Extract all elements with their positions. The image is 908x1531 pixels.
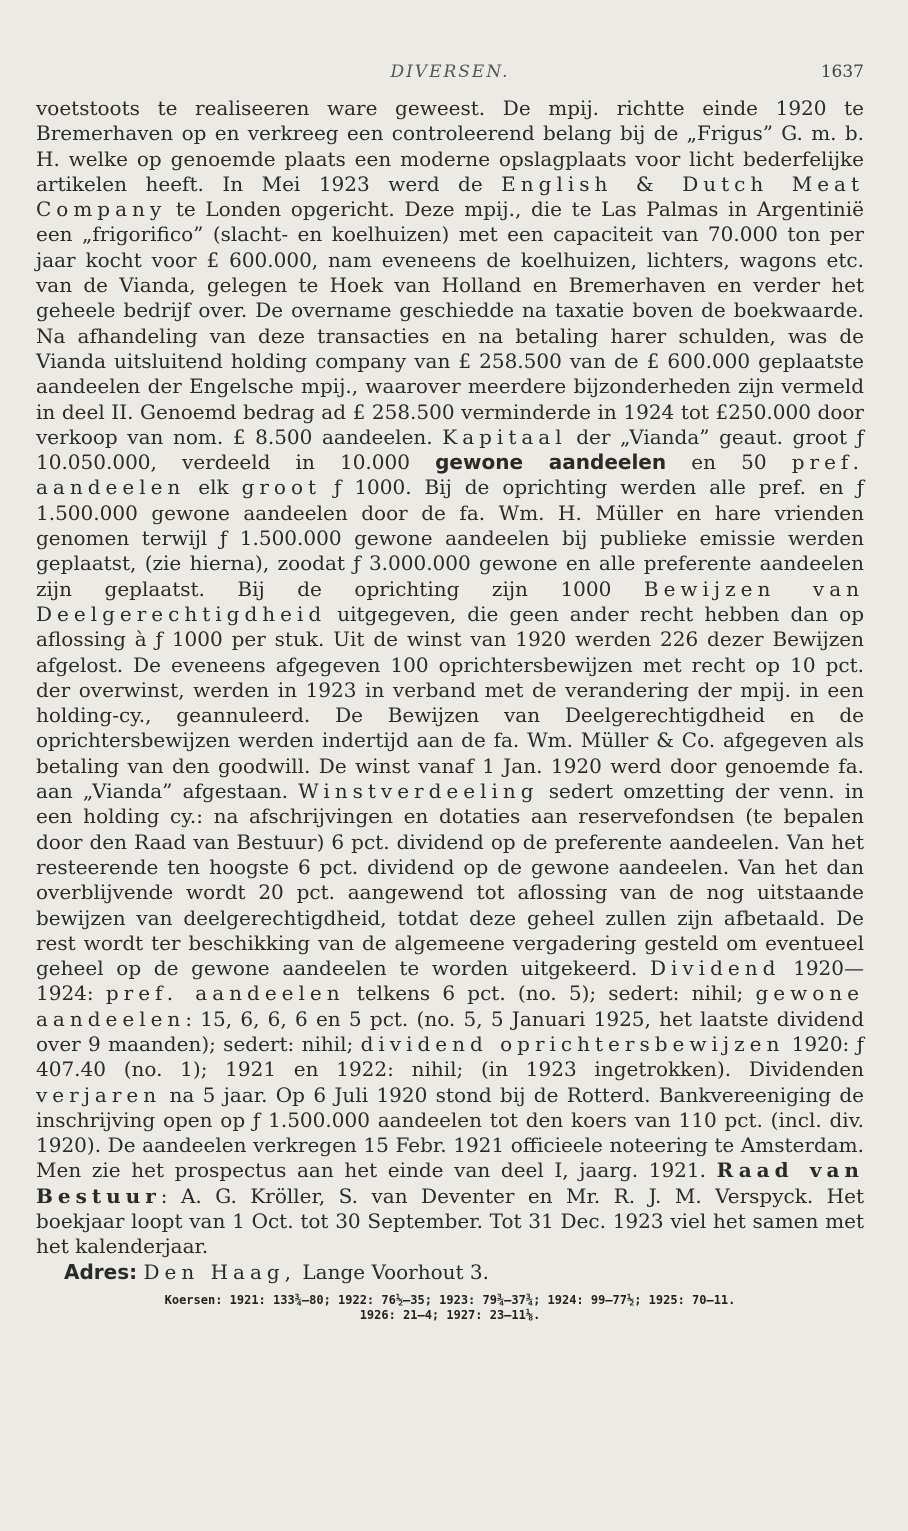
text-run: en 50 bbox=[666, 450, 792, 475]
section-label-winstverdeeling: Winstverdeeling bbox=[298, 779, 539, 804]
address-street: Lange Voorhout 3. bbox=[296, 1259, 490, 1284]
section-label-raad-van-bestuur: Raad van Bestuur bbox=[36, 1158, 864, 1208]
gewone-aandeelen-emphasis: gewone aandeelen bbox=[435, 450, 667, 475]
text-run: 1920—1924: bbox=[36, 956, 864, 1006]
text-run: elk bbox=[185, 475, 242, 500]
text-run: voetstoots te realiseeren ware geweest. De mpij. richtte einde 1920 te Bremerhaven op en verkreeg een controleerend belang bij de „Frigus” G. m. b. H. welke op genoemde plaats een moderne opslagplaats voor licht bederfelijke artikelen heeft. In Mei 1923 werd de bbox=[36, 96, 864, 196]
text-run: ƒ 1000. Bij de oprichting werden alle pref. en ƒ 1.500.000 gewone aandeelen door de fa. Wm. H. Müller en hare vrienden genomen terwijl ƒ 1.500.000 gewone aandeelen bij publieke emissie werden geplaatst, (zie hierna), zoodat ƒ 3.000.000 gewone en alle preferente aandeelen zijn geplaatst. Bij de oprichting zijn 1000 bbox=[36, 475, 864, 601]
stock-quotes bbox=[36, 1293, 864, 1323]
dividend-oprichtersbewijzen-emphasis: dividend oprichtersbewijzen bbox=[360, 1031, 785, 1056]
bewijzen-deelgerechtigdheid-emphasis: Bewijzen van Deelgerechtigdheid bbox=[36, 576, 864, 626]
verjaren-emphasis: verjaren bbox=[36, 1082, 162, 1107]
address-city: Den Haag, bbox=[143, 1259, 297, 1284]
text-run: : 15, 6, 6, 6 en 5 pct. (no. 5, 5 Januari 1925, het laatste dividend over 9 maanden); sedert: nihil; bbox=[36, 1006, 864, 1056]
section-label-dividend: Dividend bbox=[649, 956, 781, 981]
text-run: sedert omzetting der venn. in een holding cy.: na afschrijvingen en dotaties aan reservefondsen (te bepalen door den Raad van Bestuur) 6 pct. dividend op de preferente aandeelen. Van het resteerende ten hoogste 6 pct. dividend op de gewone aandeelen. Van het dan overblijvende wordt 20 pct. aangewend tot aflossing van de nog uitstaande bewijzen van deelgerechtigdheid, totdat deze geheel zullen zijn afbetaald. De rest wordt ter beschikking van de algemeene vergadering gesteld om eventueel geheel op de gewone aandeelen te worden uitgekeerd. bbox=[36, 779, 864, 981]
text-run: : A. G. Kröller, S. van Deventer en Mr. R. J. M. Verspyck. Het boekjaar loopt van 1 Oct. tot 30 September. Tot 31 Dec. 1923 viel het samen met het kalenderjaar. bbox=[36, 1183, 864, 1259]
text-run: der „Vianda” geaut. groot ƒ 10.050.000, verdeeld in 10.000 bbox=[36, 424, 864, 475]
address-line bbox=[36, 1260, 864, 1285]
text-run: 1920: ƒ 407.40 (no. 1); 1921 en 1922: nihil; (in 1923 ingetrokken). Dividenden bbox=[36, 1031, 865, 1082]
text-run: telkens 6 pct. (no. 5); sedert: nihil; bbox=[344, 981, 756, 1006]
page-header bbox=[36, 56, 864, 96]
company-name-english-dutch-meat: English & Dutch Meat Company bbox=[36, 171, 864, 222]
groot-emphasis: groot bbox=[241, 475, 322, 500]
quotes-line-2: 1926: 21—4; 1927: 23—11⅛. bbox=[359, 1307, 541, 1322]
page-number: 1637 bbox=[820, 62, 864, 82]
pref-aandeelen-emphasis: pref. aandeelen bbox=[105, 981, 345, 1006]
running-title: DIVERSEN. bbox=[390, 62, 510, 82]
address-label: Adres: bbox=[64, 1259, 138, 1284]
quotes-line-1: Koersen: 1921: 133¾—80; 1922: 76½—35; 1923: 79¾—37¾; 1924: 99—77½; 1925: 70—11. bbox=[164, 1292, 736, 1307]
pref-aandeelen-emphasis: pref. aandeelen bbox=[36, 450, 864, 500]
text-run: uitgegeven, die geen ander recht hebben dan op aflossing à ƒ 1000 per stuk. Uit de winst van 1920 werden 226 dezer Bewijzen afgelost. De eveneens afgegeven 100 oprichtersbewijzen met recht op 10 pct. der overwinst, werden in 1923 in verband met de verandering der mpij. in een holding-cy., geannuleerd. De Bewijzen van Deelgerechtigdheid en de oprichtersbewijzen werden indertijd aan de fa. Wm. Müller & Co. afgegeven als betaling van den goodwill. De winst vanaf 1 Jan. 1920 werd door genoemde fa. aan „Vianda” afgestaan. bbox=[36, 601, 864, 804]
gewone-aandeelen-spaced: gewone aandeelen bbox=[36, 981, 864, 1031]
text-run: na 5 jaar. Op 6 Juli 1920 stond bij de Rotterd. Bankvereeniging de inschrijving open op ƒ 1.500.000 aandeelen tot den koers van 110 pct. (incl. div. 1920). De aandeelen verkregen 15 Febr. 1921 officieele noteering te Amsterdam. Men zie het prospectus aan het einde van deel I, jaarg. 1921. bbox=[36, 1082, 864, 1183]
section-label-kapitaal: Kapitaal bbox=[442, 424, 567, 449]
text-run: te Londen opgericht. Deze mpij., die te Las Palmas in Argentinië een „frigorifico” (slacht- en koelhuizen) met een capaciteit van 70.000 ton per jaar kocht voor £ 600.000, nam eveneens de koelhuizen, lichters, wagons etc. van de Vianda, gelegen te Hoek van Holland en Bremerhaven en verder het geheele bedrijf over. De overname geschiedde na taxatie boven de boekwaarde. Na afhandeling van deze transacties en na betaling harer schulden, was de Vianda uitsluitend holding company van £ 258.500 van de £ 600.000 geplaatste aandeelen der Engelsche mpij., waarover meerdere bijzonderheden zijn vermeld in deel II. Genoemd bedrag ad £ 258.500 verminderde in 1924 tot £250.000 door verkoop van nom. £ 8.500 aandeelen. bbox=[36, 197, 864, 449]
company-description-paragraph bbox=[36, 96, 864, 1260]
